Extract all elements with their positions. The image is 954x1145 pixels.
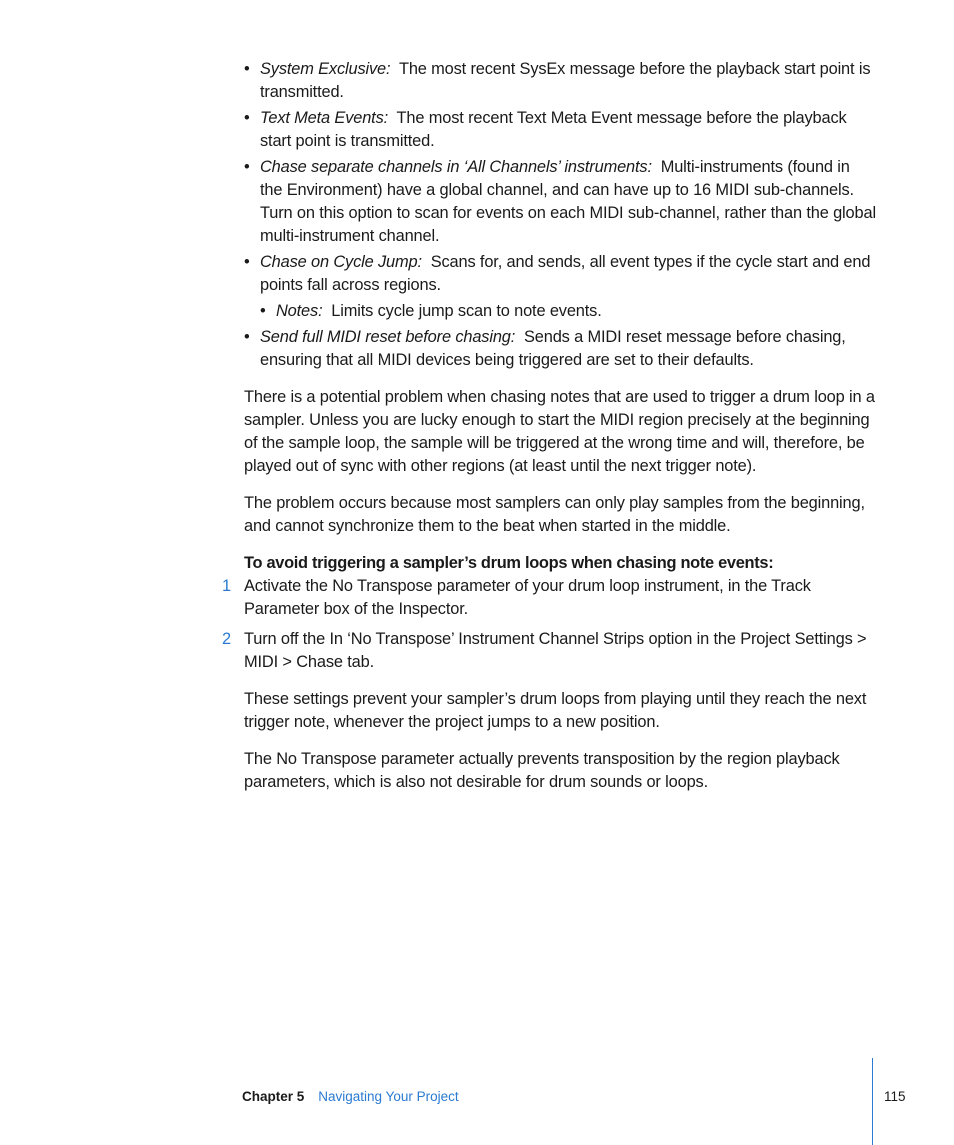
bullet-marker: • xyxy=(244,60,250,78)
term-description: Multi-instruments (found in the Environment) have a global channel, and can have up to 16 MIDI sub-channels. Turn on this option to scan for events on each MIDI sub-channel, rather than the global multi-instrument channel. xyxy=(260,158,876,245)
term-label: Text Meta Events: xyxy=(260,109,389,127)
term-description: The most recent SysEx message before the playback start point is transmitted. xyxy=(260,60,871,101)
term-label: System Exclusive: xyxy=(260,60,391,78)
paragraph-settings-effect: These settings prevent your sampler’s drum loops from playing until they reach the next trigger note, whenever the project jumps to a new position. xyxy=(244,690,867,731)
step-item xyxy=(222,575,876,621)
paragraph-no-transpose: The No Transpose parameter actually prevents transposition by the region playback parameters, which is also not desirable for drum sounds or loops. xyxy=(244,750,840,791)
option-list xyxy=(244,58,876,372)
list-item-chase-separate-channels xyxy=(244,156,876,248)
step-text: Activate the No Transpose parameter of your drum loop instrument, in the Track Parameter box of the Inspector. xyxy=(244,577,811,618)
procedure-heading: To avoid triggering a sampler’s drum loops when chasing note events: xyxy=(244,554,774,572)
footer-section-title: Navigating Your Project xyxy=(318,1089,459,1104)
term-description: Scans for, and sends, all event types if the cycle start and end points fall across regions. xyxy=(260,253,871,294)
paragraph-problem: There is a potential problem when chasing notes that are used to trigger a drum loop in a sampler. Unless you are lucky enough to start the MIDI region precisely at the beginning of the sample loop, the sample will be triggered at the wrong time and will, therefore, be played out of sync with other regions (at least until the next trigger note). xyxy=(244,388,875,475)
page-footer xyxy=(242,1087,459,1107)
page-body xyxy=(222,58,876,794)
page-number: 115 xyxy=(884,1089,906,1104)
list-item-notes xyxy=(260,300,876,323)
footer-divider xyxy=(872,1058,873,1145)
step-number: 2 xyxy=(222,630,231,648)
paragraph-cause: The problem occurs because most samplers can only play samples from the beginning, and cannot synchronize them to the beat when started in the middle. xyxy=(244,494,865,535)
step-number: 1 xyxy=(222,577,231,595)
list-item-system-exclusive xyxy=(244,58,876,104)
term-label: Notes: xyxy=(276,302,323,320)
bullet-marker: • xyxy=(260,302,266,320)
term-label: Chase on Cycle Jump: xyxy=(260,253,422,271)
term-label: Send full MIDI reset before chasing: xyxy=(260,328,516,346)
procedure-steps xyxy=(222,575,876,674)
term-description: Limits cycle jump scan to note events. xyxy=(331,302,602,320)
list-item-send-full-midi-reset xyxy=(244,326,876,372)
list-item-text-meta-events xyxy=(244,107,876,153)
step-text: Turn off the In ‘No Transpose’ Instrument Channel Strips option in the Project Settings > MIDI > Chase tab. xyxy=(244,630,867,671)
bullet-marker: • xyxy=(244,253,250,271)
term-description: Sends a MIDI reset message before chasing, ensuring that all MIDI devices being triggered are set to their defaults. xyxy=(260,328,846,369)
list-item-chase-on-cycle-jump xyxy=(244,251,876,297)
term-description: The most recent Text Meta Event message before the playback start point is transmitted. xyxy=(260,109,847,150)
step-item xyxy=(222,628,876,674)
bullet-marker: • xyxy=(244,158,250,176)
bullet-marker: • xyxy=(244,109,250,127)
term-label: Chase separate channels in ‘All Channels’ instruments: xyxy=(260,158,652,176)
footer-chapter: Chapter 5 xyxy=(242,1089,305,1104)
bullet-marker: • xyxy=(244,328,250,346)
